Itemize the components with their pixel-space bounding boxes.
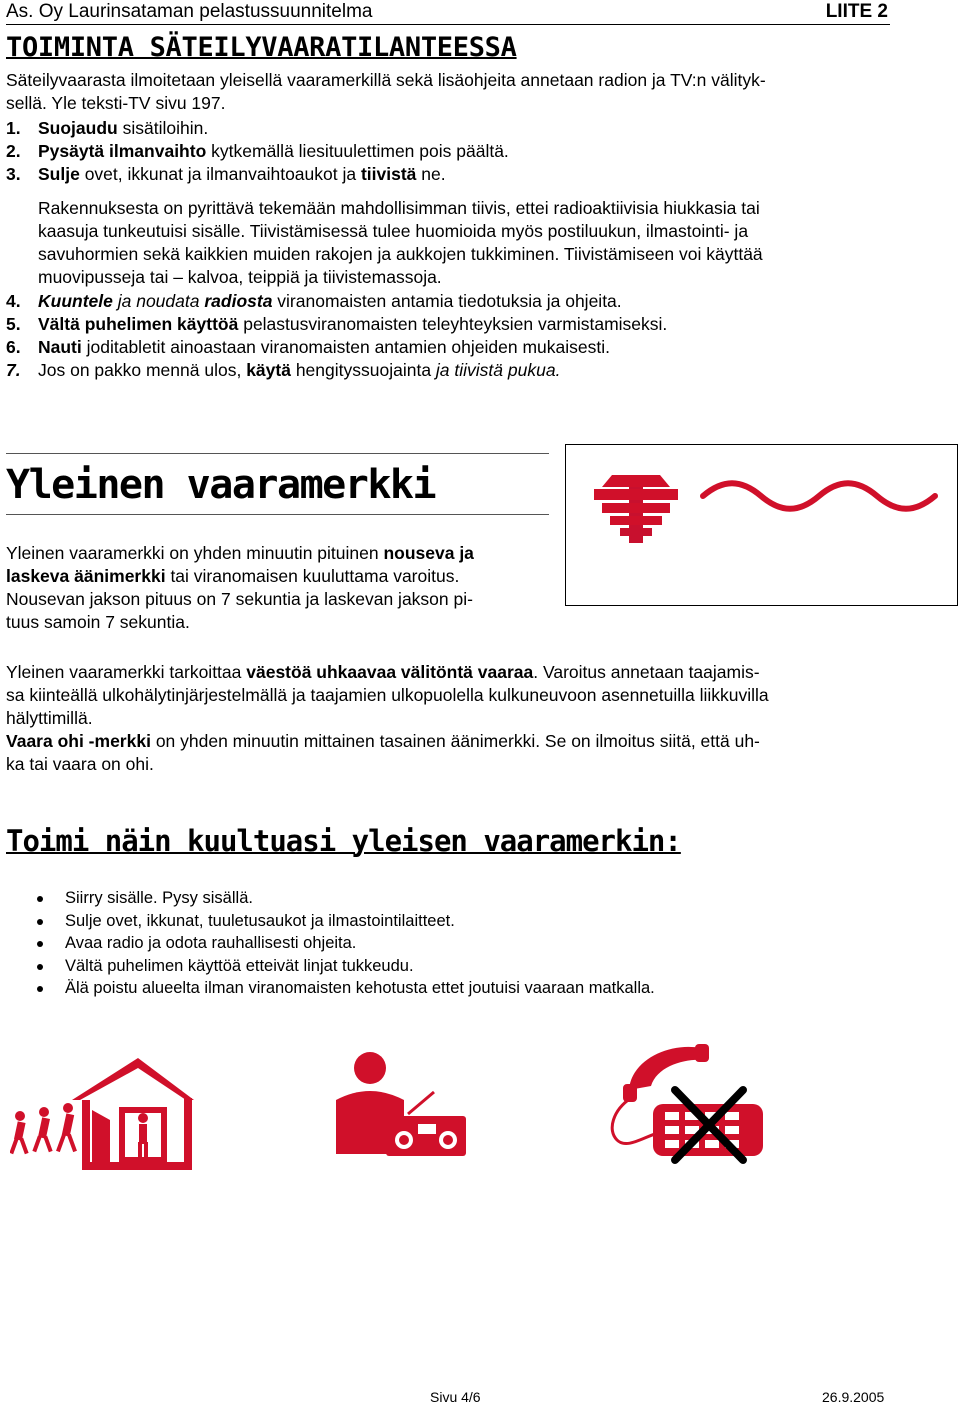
meaning-line: ka tai vaara on ohi. xyxy=(6,754,154,774)
step-6: 6. Nauti joditabletit ainoastaan viranomaisten antamien ohjeiden mukaisesti. xyxy=(6,337,610,357)
divider xyxy=(6,453,549,454)
sealing-line: muovipusseja tai – kalvoa, teippiä ja tiivistemassoja. xyxy=(38,267,442,287)
siren-disc xyxy=(610,516,662,525)
page-number: Sivu 4/6 xyxy=(430,1389,481,1405)
sealing-paragraph xyxy=(38,197,888,289)
step-1: 1. Suojaudu sisätiloihin. xyxy=(6,118,209,138)
siren-disc xyxy=(602,503,670,513)
meaning-line: hälyttimillä. xyxy=(6,708,93,728)
page-header xyxy=(6,0,890,25)
step-5: 5. Vältä puhelimen käyttöä pelastusviranomaisten teleyhteyksien varmistamiseksi. xyxy=(6,314,668,334)
instructions-title: Toimi näin kuultuasi yleisen vaaramerkin: xyxy=(6,824,681,858)
list-item: Siirry sisälle. Pysy sisällä. xyxy=(0,887,900,910)
section-radiation-title: TOIMINTA SÄTEILYVAARATILANTEESSA xyxy=(6,32,517,63)
no-phone-icon xyxy=(605,1040,775,1165)
wave-line xyxy=(703,483,935,509)
meaning-line: Yleinen vaaramerkki tarkoittaa väestöä uhkaavaa välitöntä vaaraa. Varoitus annetaan taajamis- xyxy=(6,662,760,682)
meaning-line: sa kiinteällä ulkohälytinjärjestelmällä ja taajamien ulkopuolella kulkuneuvoon asennetuilla liikkuvilla xyxy=(6,685,769,705)
steps-list xyxy=(6,117,890,186)
alarm-meaning xyxy=(6,661,890,776)
radio-listener-icon xyxy=(330,1050,470,1160)
intro-paragraph xyxy=(6,69,890,115)
step-2: 2. Pysäytä ilmanvaihto kytkemällä liesituulettimen pois päältä. xyxy=(6,141,509,161)
list-item: Älä poistu alueelta ilman viranomaisten kehotusta ettet joutuisi vaaraan matkalla. xyxy=(0,977,900,1000)
siren-disc xyxy=(620,528,652,536)
general-alarm-title: Yleinen vaaramerkki xyxy=(6,462,436,508)
intro-line: Säteilyvaarasta ilmoitetaan yleisellä vaaramerkillä sekä lisäohjeita annetaan radion ja TV:n välityk- xyxy=(6,70,766,90)
list-item: Avaa radio ja odota rauhallisesti ohjeita. xyxy=(0,932,900,955)
step-7: 7. Jos on pakko mennä ulos, käytä hengityssuojainta ja tiivistä pukua. xyxy=(6,360,561,380)
steps-list-continued xyxy=(6,290,890,382)
alarm-line: Nousevan jakson pituus on 7 sekuntia ja laskevan jakson pi- xyxy=(6,589,473,609)
alarm-description xyxy=(6,542,554,634)
alarm-line: tuus samoin 7 sekuntia. xyxy=(6,612,190,632)
appendix-label: LIITE 2 xyxy=(825,1,888,22)
siren-disc xyxy=(594,489,678,500)
sealing-line: Rakennuksesta on pyrittävä tekemään mahdollisimman tiivis, ettei radioaktiivisia hiukkasia tai xyxy=(38,198,760,218)
footer-date: 26.9.2005 xyxy=(822,1389,885,1405)
sealing-line: kaasuja tunkeutuisi sisälle. Tiivistämisessä tulee huomioida myös postiluukun, ilmastointi- ja xyxy=(38,221,749,241)
alarm-line: Yleinen vaaramerkki on yhden minuutin pituinen nouseva ja xyxy=(6,543,474,563)
list-item: Vältä puhelimen käyttöä etteivät linjat tukkeudu. xyxy=(0,955,900,978)
meaning-line: Vaara ohi -merkki on yhden minuutin mittainen tasainen äänimerkki. Se on ilmoitus siitä, että uh- xyxy=(6,731,760,751)
alarm-line: laskeva äänimerkki tai viranomaisen kuuluttama varoitus. xyxy=(6,566,460,586)
divider xyxy=(6,514,549,515)
step-3: 3. Sulje ovet, ikkunat ja ilmanvaihtoaukot ja tiivistä ne. xyxy=(6,164,446,184)
document-title: As. Oy Laurinsataman pelastussuunnitelma xyxy=(6,1,373,22)
list-item: Sulje ovet, ikkunat, tuuletusaukot ja ilmastointilaitteet. xyxy=(0,910,900,933)
siren-wave-illustration xyxy=(566,445,956,604)
siren-signal-figure xyxy=(565,444,958,606)
go-inside-icon xyxy=(10,1050,200,1175)
siren-cap-top xyxy=(602,475,670,487)
instructions-list xyxy=(0,887,900,1000)
sealing-line: savuhormien sekä kaikkien muiden rakojen ja aukkojen tukkiminen. Tiivistämiseen voi käyttää xyxy=(38,244,763,264)
intro-line: sellä. Yle teksti-TV sivu 197. xyxy=(6,93,226,113)
step-4: 4. Kuuntele ja noudata radiosta viranomaisten antamia tiedotuksia ja ohjeita. xyxy=(6,291,622,311)
